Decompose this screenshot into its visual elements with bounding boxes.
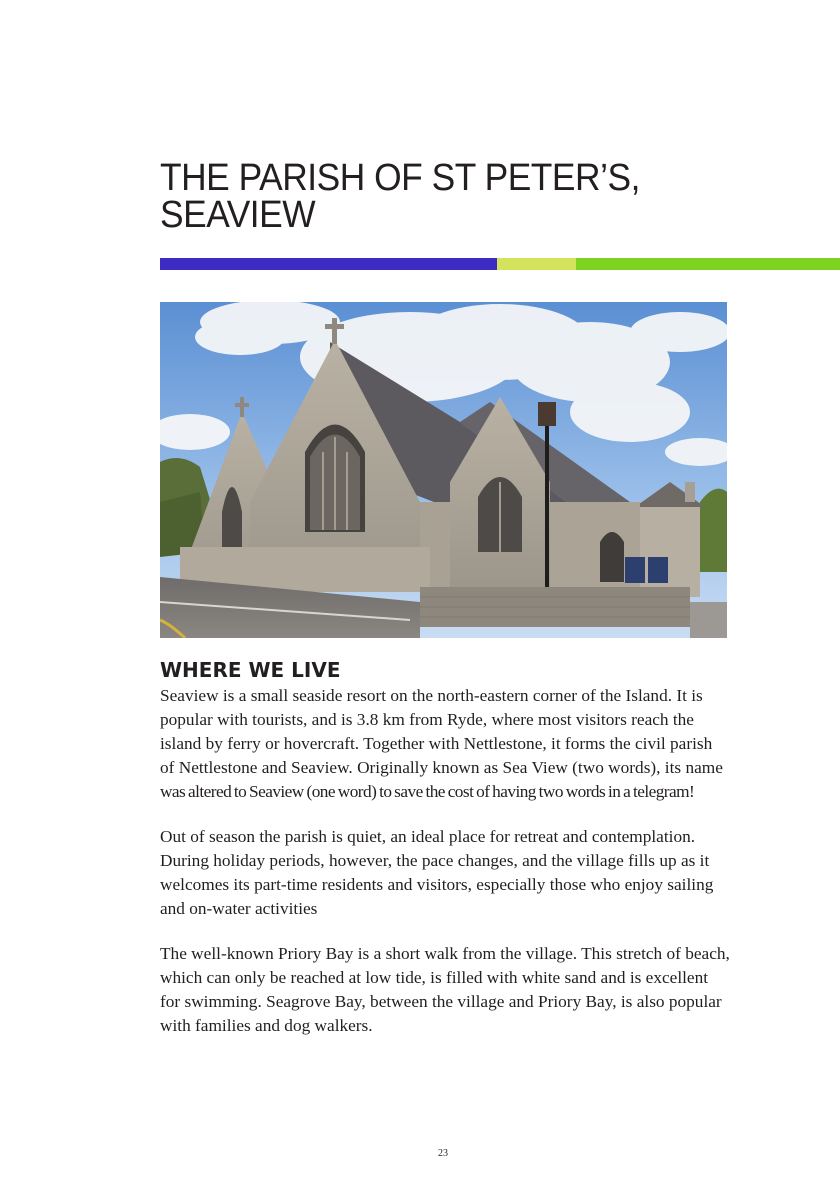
- section-heading: WHERE WE LIVE: [160, 658, 341, 682]
- page-title-line-2: SEAVIEW: [160, 194, 316, 236]
- accent-bar-purple: [160, 258, 497, 270]
- paragraph-where-we-live-2: Out of season the parish is quiet, an ideal place for retreat and contemplation. During holiday periods, however, the pace changes, and the village fills up as it welcomes its part-time residents and visitors, especially those who enjoy sailing and on-water activities: [160, 827, 714, 918]
- paragraph-where-we-live-1: [160, 684, 730, 804]
- paragraph-1-line-2: popular with tourists, and is 3.8 km from Ryde, where most visitors reach the: [160, 710, 694, 729]
- paragraph-1-line-3: island by ferry or hovercraft. Together with Nettlestone, it forms the civil parish: [160, 734, 713, 753]
- page-title-line-1: THE PARISH OF ST PETER’S,: [160, 157, 640, 199]
- paragraph-1-line-4: of Nettlestone and Seaview. Originally known as Sea View (two words), its name: [160, 758, 723, 777]
- paragraph-where-we-live-3: The well-known Priory Bay is a short walk from the village. This stretch of beach, which can only be reached at low tide, is filled with white sand and is excellent for swimming. Seagrove Bay, between the village and Priory Bay, is also popular with families and dog walkers.: [160, 944, 730, 1035]
- paragraph-1-line-5: was altered to Seaview (one word) to save the cost of having two words in a telegram!: [160, 782, 695, 801]
- page-title: [160, 157, 718, 236]
- accent-bar-light-lime: [497, 258, 576, 270]
- accent-bar-lime: [576, 258, 840, 270]
- paragraph-1-line-1: Seaview is a small seaside resort on the north-eastern corner of the Island. It is: [160, 686, 703, 705]
- page-number: 23: [438, 1148, 448, 1159]
- church-photo: [160, 302, 727, 638]
